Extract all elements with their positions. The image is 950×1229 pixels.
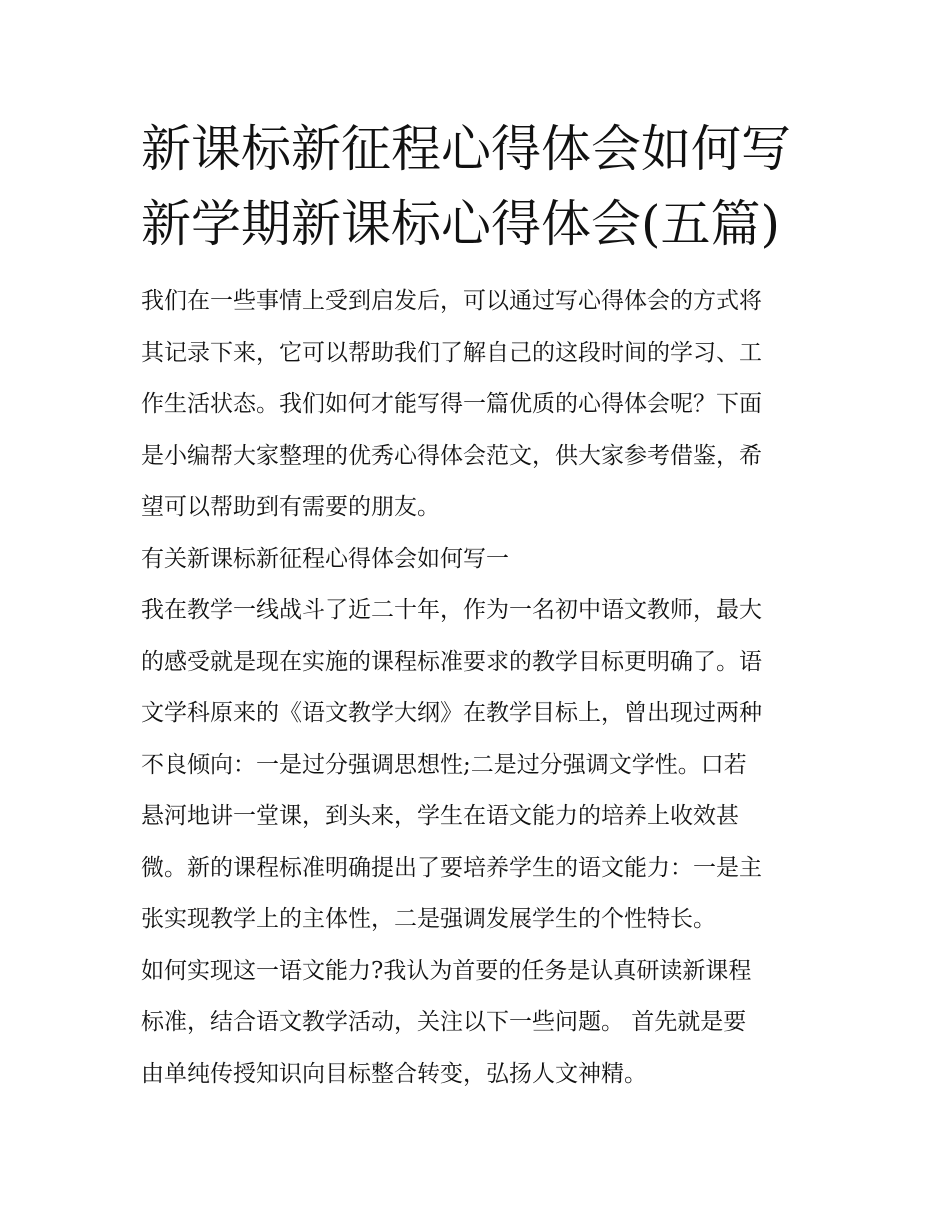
body-paragraph-1 bbox=[141, 585, 821, 946]
section-heading bbox=[141, 534, 821, 586]
document-title bbox=[141, 112, 821, 262]
text-line: 文学科原来的《语文教学大纲》在教学目标上，曾出现过两种 bbox=[141, 700, 762, 726]
text-line: 张实现教学上的主体性，二是强调发展学生的个性特长。 bbox=[141, 906, 716, 932]
text-line: 望可以帮助到有需要的朋友。 bbox=[141, 494, 440, 520]
text-line: 是小编帮大家整理的优秀心得体会范文，供大家参考借鉴，希 bbox=[141, 442, 762, 469]
text-line: 我在教学一线战斗了近二十年，作为一名初中语文教师，最大 bbox=[141, 597, 762, 623]
text-line: 不良倾向：一是过分强调思想性;二是过分强调文学性。口若 bbox=[141, 751, 747, 778]
document-body bbox=[141, 276, 821, 1100]
text-line: 如何实现这一语文能力?我认为首要的任务是认真研读新课程 bbox=[141, 957, 752, 984]
text-line: 由单纯传授知识向目标整合转变，弘扬人文神精。 bbox=[141, 1060, 647, 1087]
document-page bbox=[141, 112, 821, 1100]
text-line: 我们在一些事情上受到启发后，可以通过写心得体会的方式将 bbox=[141, 288, 762, 314]
title-line-2: 新学期新课标心得体会(五篇) bbox=[141, 195, 781, 253]
body-paragraph-2 bbox=[141, 946, 821, 1101]
text-line: 有关新课标新征程心得体会如何写一 bbox=[141, 545, 509, 572]
text-line: 微。新的课程标准明确提出了要培养学生的语文能力：一是主 bbox=[141, 854, 762, 881]
text-line: 悬河地讲一堂课，到头来，学生在语文能力的培养上收效甚 bbox=[141, 803, 739, 829]
text-line: 其记录下来，它可以帮助我们了解自己的这段时间的学习、工 bbox=[141, 339, 762, 366]
text-line: 作生活状态。我们如何才能写得一篇优质的心得体会呢？下面 bbox=[141, 391, 762, 417]
title-line-1: 新课标新征程心得体会如何写 bbox=[141, 120, 791, 178]
intro-paragraph bbox=[141, 276, 821, 534]
text-line: 标准，结合语文教学活动，关注以下一些问题。 首先就是要 bbox=[141, 1009, 747, 1035]
text-line: 的感受就是现在实施的课程标准要求的教学目标更明确了。语 bbox=[141, 648, 762, 675]
